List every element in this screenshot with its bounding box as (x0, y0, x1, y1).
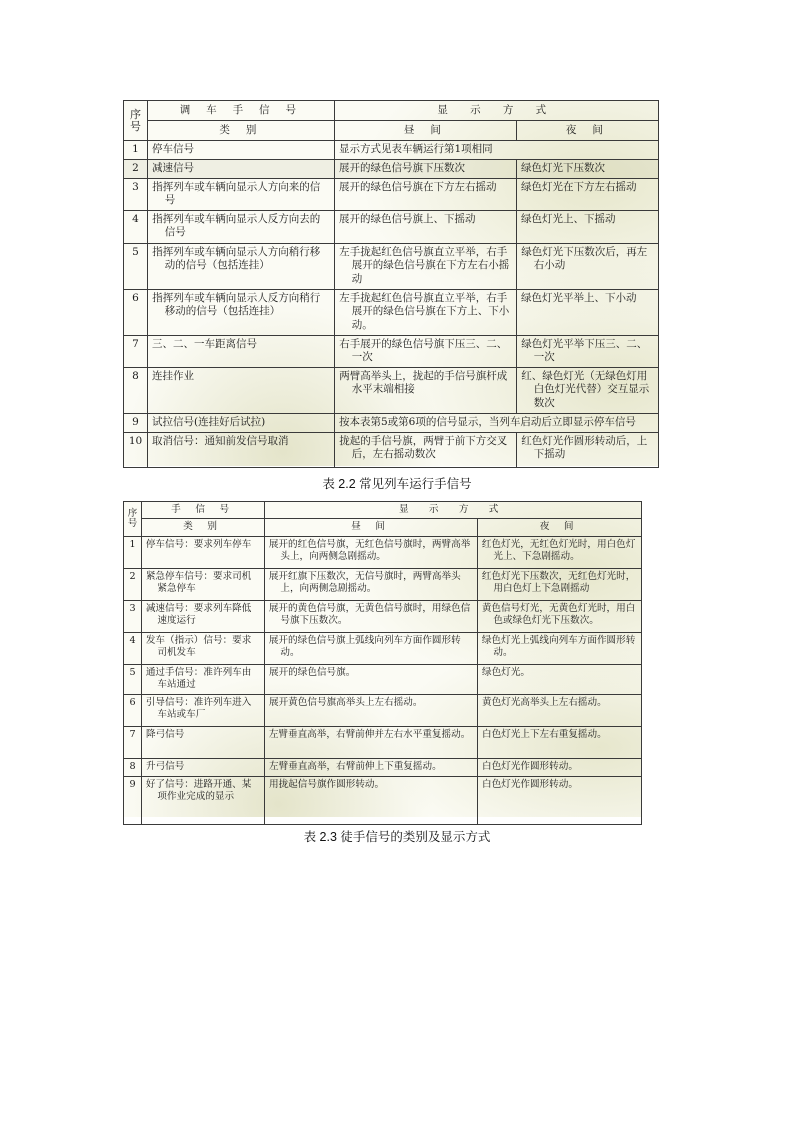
row-category: 指挥列车或车辆向显示人方向稍行移动的信号（包括连挂） (148, 243, 335, 289)
row-day: 左臂垂直高举，右臂前伸上下重复摇动。 (265, 758, 478, 776)
row-day: 按本表第5或第6项的信号显示，当列车启动后立即显示停车信号 (335, 413, 659, 432)
row-night: 绿色灯光下压数次 (517, 160, 659, 179)
row-category: 升弓信号 (142, 758, 265, 776)
table-row (124, 600, 642, 632)
row-number: 6 (124, 694, 142, 726)
row-number: 9 (124, 413, 148, 432)
row-day: 展开红旗下压数次，无信号旗时，两臂高举头上，向两侧急剧摇动。 (265, 568, 478, 600)
row-category: 紧急停车信号：要求司机紧急停车 (142, 568, 265, 600)
row-night: 红色灯光，无红色灯光时，用白色灯光上、下急剧摇动。 (478, 536, 642, 568)
table-row (124, 536, 642, 568)
row-night: 绿色灯光。 (478, 664, 642, 694)
row-number: 3 (124, 179, 148, 211)
row-number: 3 (124, 600, 142, 632)
table-row (124, 210, 659, 243)
row-day: 展开的绿色信号旗上、下摇动 (335, 210, 517, 243)
signal-table-2 (123, 501, 642, 825)
table-row (124, 664, 642, 694)
row-category: 减速信号 (148, 160, 335, 179)
header-night: 夜 间 (478, 519, 642, 536)
row-night: 黄色信号灯光，无黄色灯光时，用白色或绿色灯光下压数次。 (478, 600, 642, 632)
row-category: 停车信号 (148, 141, 335, 160)
row-night: 绿色灯光平举下压三、二、一次 (517, 335, 659, 367)
row-category: 停车信号：要求列车停车 (142, 536, 265, 568)
header-seq: 序号 (124, 502, 142, 537)
row-day: 拢起的手信号旗，两臂于前下方交叉后，左右摇动数次 (335, 432, 517, 467)
row-day: 右手展开的绿色信号旗下压三、二、一次 (335, 335, 517, 367)
row-day: 展开黄色信号旗高举头上左右摇动。 (265, 694, 478, 726)
row-category: 取消信号：通知前发信号取消 (148, 432, 335, 467)
header-display: 显 示 方 式 (335, 101, 659, 121)
table-row (124, 335, 659, 367)
table-2-3 (123, 501, 641, 817)
row-number: 2 (124, 568, 142, 600)
table-row (124, 243, 659, 289)
row-night: 红、绿色灯光（无绿色灯用白色灯光代替）交互显示数次 (517, 367, 659, 413)
row-night: 绿色灯光下压数次后，再左右小动 (517, 243, 659, 289)
table-2-2 (123, 100, 658, 466)
row-number: 4 (124, 632, 142, 664)
row-night: 红色灯光作圆形转动后，上下摇动 (517, 432, 659, 467)
header-signal: 调 车 手 信 号 (148, 101, 335, 121)
signal-table-1 (123, 100, 659, 468)
row-day: 展开的黄色信号旗，无黄色信号旗时，用绿色信号旗下压数次。 (265, 600, 478, 632)
table-row (124, 160, 659, 179)
row-day: 用拢起信号旗作圆形转动。 (265, 776, 478, 824)
row-category: 通过手信号：准许列车由车站通过 (142, 664, 265, 694)
row-day: 展开的绿色信号旗在下方左右摇动 (335, 179, 517, 211)
row-number: 1 (124, 536, 142, 568)
row-category: 减速信号：要求列车降低速度运行 (142, 600, 265, 632)
row-number: 5 (124, 664, 142, 694)
row-number: 7 (124, 726, 142, 758)
table-2-2-caption: 表 2.2 常见列车运行手信号 (322, 477, 472, 491)
table-row (124, 413, 659, 432)
table-row (124, 141, 659, 160)
row-night: 红色灯光下压数次，无红色灯光时，用白色灯上下急剧摇动 (478, 568, 642, 600)
row-night: 黄色灯光高举头上左右摇动。 (478, 694, 642, 726)
table-row (124, 632, 642, 664)
header-category: 类 别 (142, 519, 265, 536)
row-category: 好了信号：进路开通、某项作业完成的显示 (142, 776, 265, 824)
row-number: 5 (124, 243, 148, 289)
row-night: 绿色灯光在下方左右摇动 (517, 179, 659, 211)
header-display: 显 示 方 式 (265, 502, 642, 519)
row-number: 9 (124, 776, 142, 824)
table-row (124, 694, 642, 726)
row-night: 绿色灯光上弧线向列车方面作圆形转动。 (478, 632, 642, 664)
row-day: 展开的绿色信号旗上弧线向列车方面作圆形转动。 (265, 632, 478, 664)
row-night: 白色灯光作圆形转动。 (478, 758, 642, 776)
table-row (124, 289, 659, 335)
row-category: 指挥列车或车辆向显示人方向来的信号 (148, 179, 335, 211)
row-category: 指挥列车或车辆向显示人反方向稍行移动的信号（包括连挂） (148, 289, 335, 335)
table-row (124, 726, 642, 758)
row-number: 2 (124, 160, 148, 179)
row-category: 试拉信号(连挂好后试拉) (148, 413, 335, 432)
row-category: 引导信号：准许列车进入车站或车厂 (142, 694, 265, 726)
row-category: 发车（指示）信号：要求司机发车 (142, 632, 265, 664)
row-number: 4 (124, 210, 148, 243)
header-signal: 手 信 号 (142, 502, 265, 519)
row-night: 白色灯光上下左右重复摇动。 (478, 726, 642, 758)
header-category: 类 别 (148, 121, 335, 141)
row-number: 8 (124, 367, 148, 413)
table-row (124, 776, 642, 824)
row-day: 左臂垂直高举，右臂前伸并左右水平重复摇动。 (265, 726, 478, 758)
row-night: 绿色灯光上、下摇动 (517, 210, 659, 243)
table-2-3-caption: 表 2.3 徒手信号的类别及显示方式 (303, 830, 491, 844)
row-category: 连挂作业 (148, 367, 335, 413)
row-number: 10 (124, 432, 148, 467)
row-day: 左手拢起红色信号旗直立平举，右手展开的绿色信号旗在下方上、下小动。 (335, 289, 517, 335)
row-number: 8 (124, 758, 142, 776)
row-number: 1 (124, 141, 148, 160)
table-row (124, 568, 642, 600)
row-night: 白色灯光作圆形转动。 (478, 776, 642, 824)
row-day: 展开的绿色信号旗下压数次 (335, 160, 517, 179)
table-row (124, 758, 642, 776)
row-day: 两臂高举头上，拢起的手信号旗杆成水平末端相接 (335, 367, 517, 413)
row-number: 7 (124, 335, 148, 367)
row-category: 三、二、一车距离信号 (148, 335, 335, 367)
table-row (124, 367, 659, 413)
row-number: 6 (124, 289, 148, 335)
table-row (124, 432, 659, 467)
header-night: 夜 间 (517, 121, 659, 141)
row-night: 绿色灯光平举上、下小动 (517, 289, 659, 335)
row-day: 显示方式见表车辆运行第1项相同 (335, 141, 659, 160)
header-seq: 序号 (124, 101, 148, 141)
row-day: 展开的红色信号旗，无红色信号旗时，两臂高举头上，向两侧急剧摇动。 (265, 536, 478, 568)
header-day: 昼 间 (335, 121, 517, 141)
table-row (124, 179, 659, 211)
header-day: 昼 间 (265, 519, 478, 536)
row-category: 指挥列车或车辆向显示人反方向去的信号 (148, 210, 335, 243)
row-category: 降弓信号 (142, 726, 265, 758)
row-day: 展开的绿色信号旗。 (265, 664, 478, 694)
row-day: 左手拢起红色信号旗直立平举，右手展开的绿色信号旗在下方左右小摇动 (335, 243, 517, 289)
